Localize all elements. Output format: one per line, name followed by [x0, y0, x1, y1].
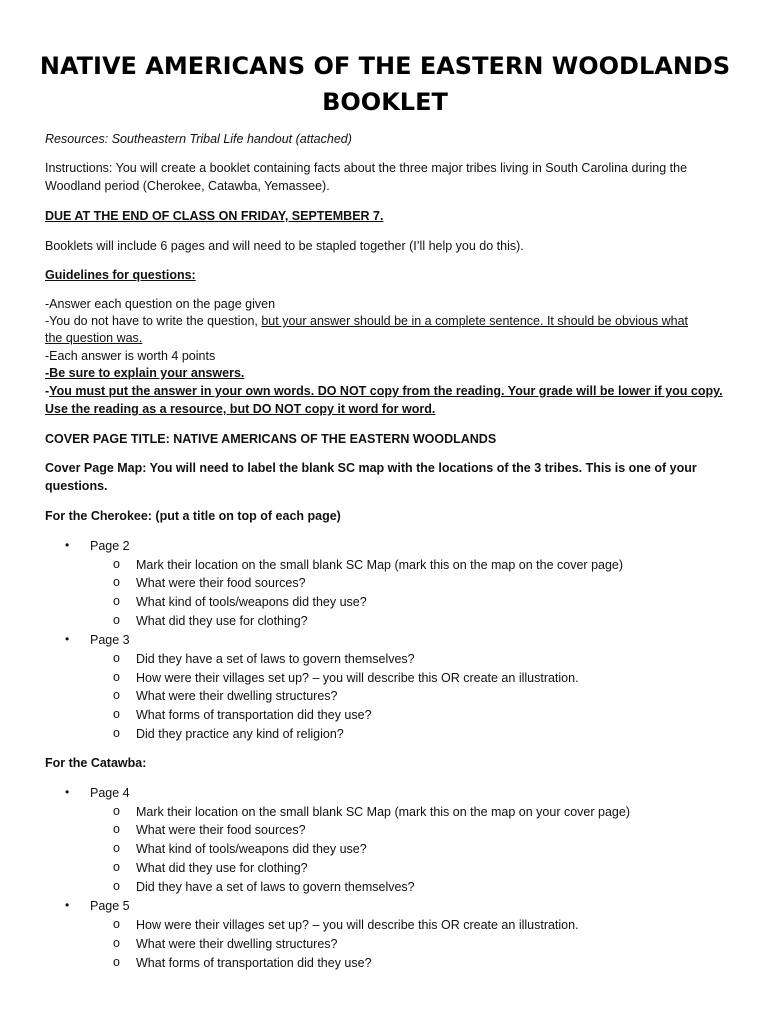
sub-bullet-icon: o	[113, 557, 120, 571]
list-item: Mark their location on the small blank SC Map (mark this on the map on your cover page)	[136, 805, 630, 819]
bullet-icon: •	[65, 785, 70, 799]
guideline-5-dash: -	[45, 384, 50, 398]
bullet-icon: •	[65, 538, 70, 552]
guideline-1: -Answer each question on the page given	[45, 297, 276, 311]
list-item: What forms of transportation did they use?	[136, 956, 372, 970]
cover-map-line2: questions.	[45, 479, 108, 493]
cherokee-page3-label: Page 3	[90, 633, 130, 647]
cherokee-page2-label: Page 2	[90, 539, 130, 553]
list-item: What were their dwelling structures?	[136, 937, 338, 951]
list-item: What were their food sources?	[136, 823, 306, 837]
list-item: What kind of tools/weapons did they use?	[136, 842, 367, 856]
list-item: How were their villages set up? – you will describe this OR create an illustration.	[136, 918, 579, 932]
sub-bullet-icon: o	[113, 670, 120, 684]
guideline-2-cont: the question was.	[45, 331, 143, 345]
sub-bullet-icon: o	[113, 804, 120, 818]
instructions-line2: Woodland period (Cherokee, Catawba, Yemassee).	[45, 179, 330, 193]
list-item: Did they have a set of laws to govern themselves?	[136, 880, 415, 894]
cherokee-heading: For the Cherokee: (put a title on top of each page)	[45, 509, 341, 523]
catawba-heading: For the Catawba:	[45, 756, 147, 770]
list-item: What did they use for clothing?	[136, 614, 308, 628]
due-date: DUE AT THE END OF CLASS ON FRIDAY, SEPTEMBER 7.	[45, 209, 384, 223]
sub-bullet-icon: o	[113, 822, 120, 836]
list-item: What were their dwelling structures?	[136, 689, 338, 703]
sub-bullet-icon: o	[113, 575, 120, 589]
list-item: What forms of transportation did they use?	[136, 708, 372, 722]
cover-map-line1: Cover Page Map: You will need to label the blank SC map with the locations of the 3 tribes. This is one of your	[45, 461, 697, 475]
guideline-5-text: You must put the answer in your own words. DO NOT copy from the reading. Your grade will be lower if you copy.	[49, 384, 723, 398]
list-item: What did they use for clothing?	[136, 861, 308, 875]
page-title-line1: NATIVE AMERICANS OF THE EASTERN WOODLANDS	[39, 52, 731, 80]
catawba-page5-label: Page 5	[90, 899, 130, 913]
guideline-4: -Be sure to explain your answers.	[45, 366, 245, 380]
guideline-2-underlined: but your answer should be in a complete sentence. It should be obvious what	[261, 314, 689, 328]
guideline-3: -Each answer is worth 4 points	[45, 349, 216, 363]
list-item: Did they have a set of laws to govern themselves?	[136, 652, 415, 666]
page-title-line2: BOOKLET	[322, 88, 448, 116]
bullet-icon: •	[65, 632, 70, 646]
list-item: Did they practice any kind of religion?	[136, 727, 344, 741]
guideline-5-cont: Use the reading as a resource, but DO NOT copy it word for word.	[45, 402, 436, 416]
sub-bullet-icon: o	[113, 860, 120, 874]
bullet-icon: •	[65, 898, 70, 912]
sub-bullet-icon: o	[113, 613, 120, 627]
guideline-2-plain: -You do not have to write the question,	[45, 314, 262, 328]
catawba-page4-label: Page 4	[90, 786, 130, 800]
resources-line: Resources: Southeastern Tribal Life handout (attached)	[45, 132, 352, 146]
list-item: Mark their location on the small blank SC Map (mark this on the map on the cover page)	[136, 558, 624, 572]
booklets-info: Booklets will include 6 pages and will need to be stapled together (I’ll help you do this).	[45, 239, 524, 253]
guideline-2	[45, 313, 725, 330]
sub-bullet-icon: o	[113, 688, 120, 702]
sub-bullet-icon: o	[113, 936, 120, 950]
instructions-line1: Instructions: You will create a booklet containing facts about the three major tribes living in South Carolina during the	[45, 161, 688, 175]
sub-bullet-icon: o	[113, 594, 120, 608]
sub-bullet-icon: o	[113, 879, 120, 893]
sub-bullet-icon: o	[113, 955, 120, 969]
list-item: How were their villages set up? – you will describe this OR create an illustration.	[136, 671, 579, 685]
cover-page-title: COVER PAGE TITLE: NATIVE AMERICANS OF THE EASTERN WOODLANDS	[45, 432, 497, 446]
sub-bullet-icon: o	[113, 841, 120, 855]
sub-bullet-icon: o	[113, 651, 120, 665]
guidelines-heading: Guidelines for questions:	[45, 268, 196, 282]
sub-bullet-icon: o	[113, 726, 120, 740]
guideline-5	[45, 383, 725, 400]
sub-bullet-icon: o	[113, 707, 120, 721]
sub-bullet-icon: o	[113, 917, 120, 931]
list-item: What kind of tools/weapons did they use?	[136, 595, 367, 609]
list-item: What were their food sources?	[136, 576, 306, 590]
